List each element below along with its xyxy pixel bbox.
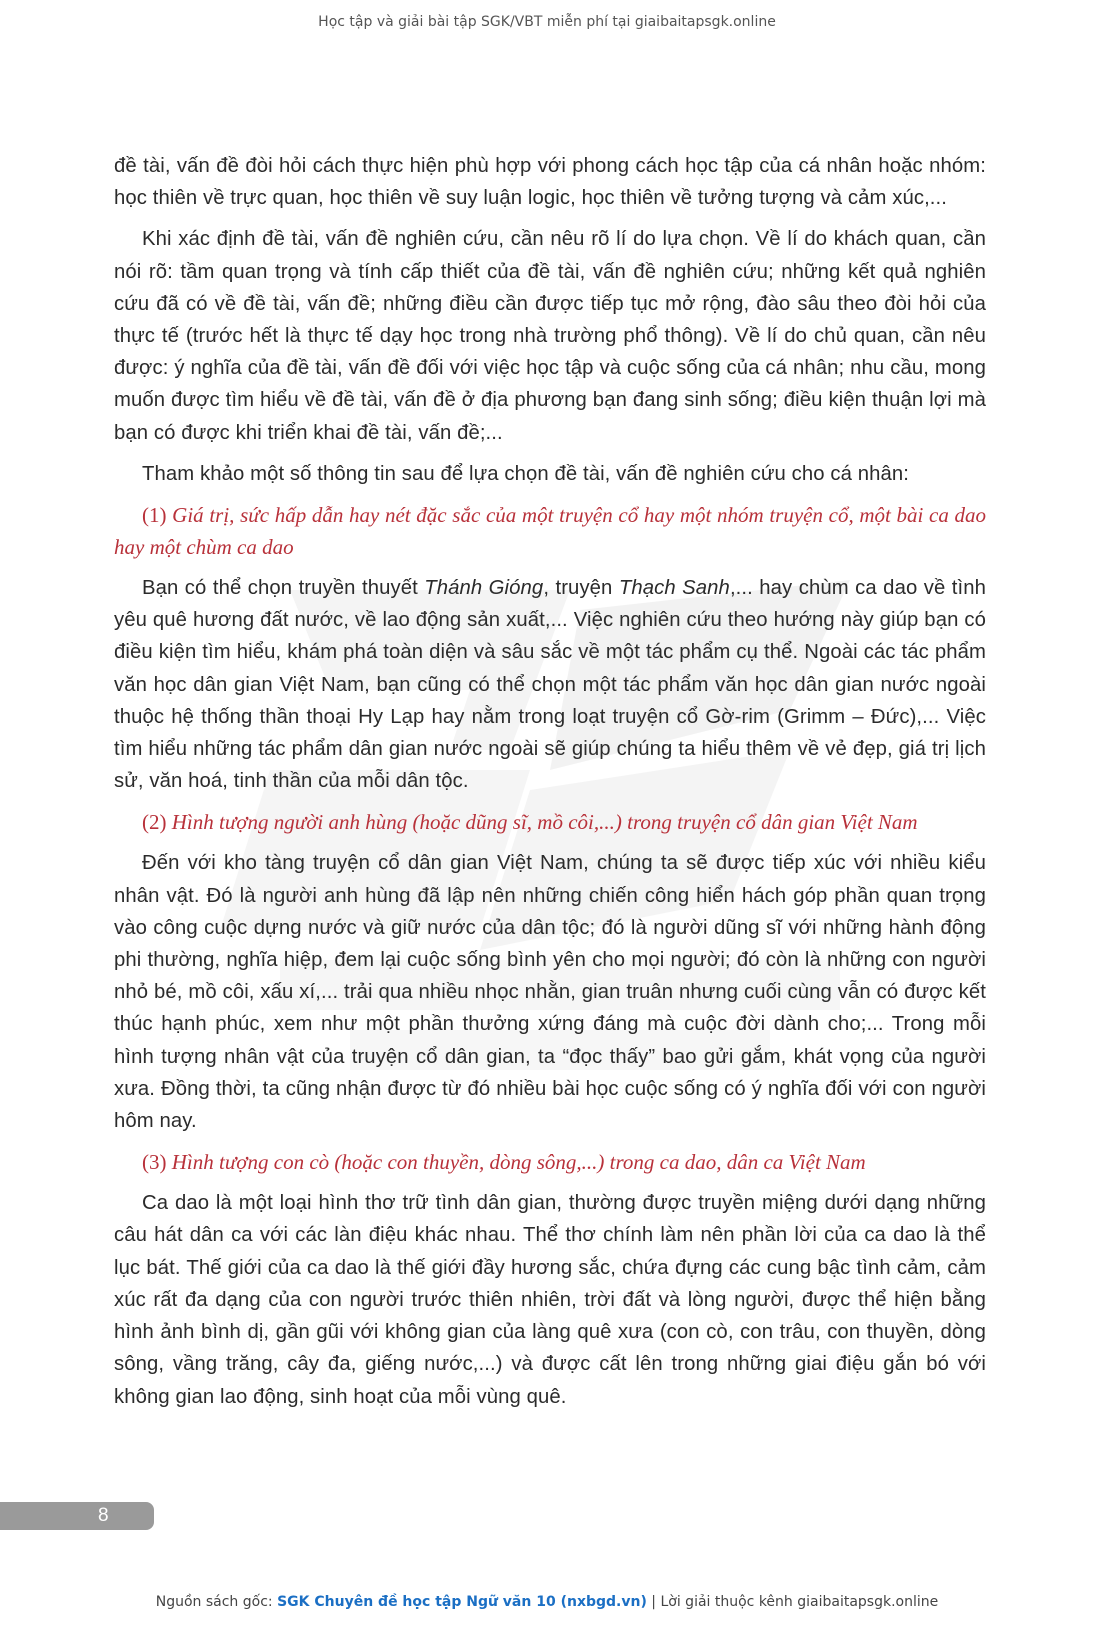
section-2-body: Đến với kho tàng truyện cổ dân gian Việt Nam, chúng ta sẽ được tiếp xúc với nhiều kiểu nhân vật. Đó là người anh hùng đã lập nên những chiến công hiển hách góp phần quan trọng vào công cuộc dựng nước và giữ nước của dân tộc; đó là người dũng sĩ với những hành động phi thường, nghĩa hiệp, đem lại cuộc sống bình yên cho mọi người; đó còn là những con người nhỏ bé, mồ côi, xấu xí,... trải qua nhiều nhọc nhằn, gian truân nhưng cuối cùng vẫn có được kết thúc hạnh phúc, xem như một phần thưởng xứng đáng mà cuộc đời dành cho;... Trong mỗi hình tượng nhân vật của truyện cổ dân gian, ta “đọc thấy” bao gửi gắm, khát vọng của người xưa. Đồng thời, ta cũng nhận được từ đó nhiều bài học cuộc sống có ý nghĩa đối với con người hôm nay. <box>114 852 986 1133</box>
section-3-heading <box>114 1146 986 1178</box>
section-2-number: (2) <box>142 810 167 835</box>
section-3-body: Ca dao là một loại hình thơ trữ tình dân gian, thường được truyền miệng dưới dạng những câu hát dân ca với các làn điệu khác nhau. Thể thơ chính làm nên phần lời của ca dao là thể lục bát. Thế giới của ca dao là thế giới đầy hương sắc, chứa đựng các cung bậc tình cảm, cảm xúc rất đa dạng của con người trước thiên nhiên, trời đất và lòng người, được thể hiện bằng hình ảnh bình dị, gần gũi với không gian của làng quê xưa (con cò, con trâu, con thuyền, dòng sông, vầng trăng, cây đa, giếng nước,...) và được cất lên trong những giai điệu gắn bó với không gian lao động, sinh hoạt của mỗi vùng quê. <box>114 1192 986 1408</box>
section-1-title: Giá trị, sức hấp dẫn hay nét đặc sắc của một truyện cổ hay một nhóm truyện cổ, một bài ca dao hay một chùm ca dao <box>114 503 987 560</box>
section-2-title: Hình tượng người anh hùng (hoặc dũng sĩ, mồ côi,...) trong truyện cổ dân gian Việt Nam <box>171 810 918 835</box>
section-1-body <box>114 572 986 797</box>
section-1-body-part: , truyện <box>543 577 619 600</box>
paragraph-reasons: Khi xác định đề tài, vấn đề nghiên cứu, cần nêu rõ lí do lựa chọn. Về lí do khách quan, cần nói rõ: tầm quan trọng và tính cấp thiết của đề tài, vấn đề nghiên cứu; những kết quả nghiên cứu đã có về đề tài, vấn đề; những điều cần được tiếp tục mở rộng, đào sâu theo đòi hỏi của thực tế (trước hết là thực tế dạy học trong nhà trường phổ thông). Về lí do chủ quan, cần nêu được: ý nghĩa của đề tài, vấn đề đối với việc học tập và cuộc sống của cá nhân; nhu cầu, mong muốn được tìm hiểu về đề tài, vấn đề ở địa phương bạn đang sinh sống; điều kiện thuận lợi mà bạn có được khi triển khai đề tài, vấn đề;... <box>114 228 986 444</box>
section-1-body-part: Bạn có thể chọn truyền thuyết <box>142 577 425 600</box>
section-2-heading <box>114 806 986 838</box>
footer-suffix: | Lời giải thuộc kênh giaibaitapsgk.online <box>646 1594 939 1610</box>
page-number-tab <box>0 1502 154 1530</box>
paragraph-intro-continued: đề tài, vấn đề đòi hỏi cách thực hiện phù hợp với phong cách học tập của cá nhân hoặc nhóm: học thiên về trực quan, học thiên về suy luận logic, học thiên về tưởng tượng và cảm xúc,... <box>114 155 986 210</box>
page-footer <box>0 1594 1094 1610</box>
paragraph-reference-info: Tham khảo một số thông tin sau để lựa chọn đề tài, vấn đề nghiên cứu cho cá nhân: <box>142 462 909 485</box>
section-1-body-part: ,... hay chùm ca dao về tình yêu quê hương đất nước, về lao động sản xuất,... Việc nghiên cứu theo hướng này giúp bạn có điều kiện tìm hiểu, khám phá toàn diện và sâu sắc về một tác phẩm cụ thể. Ngoài các tác phẩm văn học dân gian Việt Nam, bạn cũng có thể chọn một tác phẩm văn học dân gian nước ngoài thuộc hệ thống thần thoại Hy Lạp hay nằm trong loạt truyện cổ Gờ-rim (Grimm – Đức),... Việc tìm hiểu những tác phẩm dân gian nước ngoài sẽ giúp chúng ta hiểu thêm về vẻ đẹp, giá trị lịch sử, văn hoá, tinh thần của mỗi dân tộc. <box>114 577 987 793</box>
footer-source-link[interactable]: SGK Chuyên đề học tập Ngữ văn 10 (nxbgd.vn) <box>277 1594 647 1610</box>
section-3-number: (3) <box>142 1150 167 1175</box>
section-1-heading <box>114 499 986 563</box>
section-1-number: (1) <box>142 503 167 528</box>
page-number: 8 <box>98 1505 109 1526</box>
section-3-title: Hình tượng con cò (hoặc con thuyền, dòng sông,...) trong ca dao, dân ca Việt Nam <box>171 1150 866 1175</box>
page-content <box>114 150 986 1413</box>
page-header: Học tập và giải bài tập SGK/VBT miễn phí tại giaibaitapsgk.online <box>318 14 776 30</box>
footer-prefix: Nguồn sách gốc: <box>155 1594 278 1610</box>
work-title-thanh-giong: Thánh Gióng <box>424 577 544 600</box>
work-title-thach-sanh: Thạch Sanh <box>618 577 730 600</box>
